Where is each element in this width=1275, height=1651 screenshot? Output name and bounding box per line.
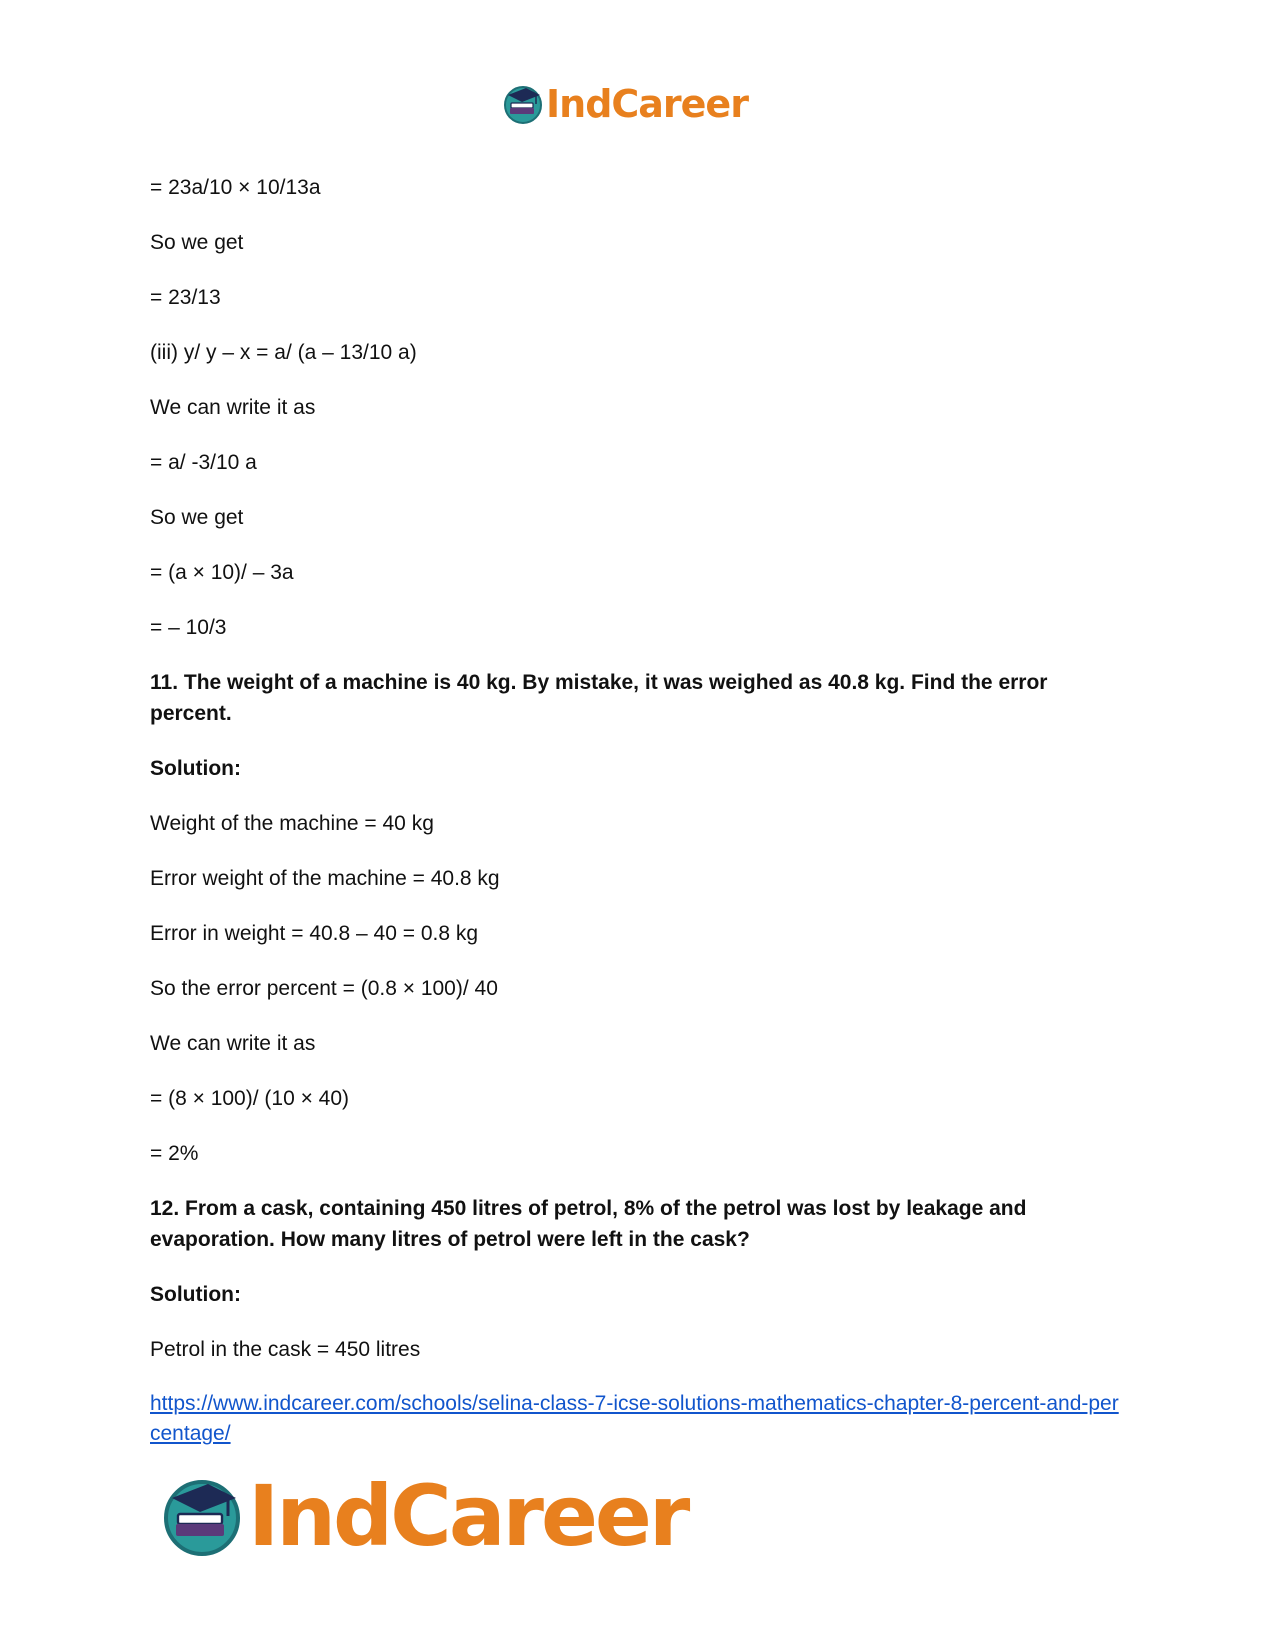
body-line: = 2%: [150, 1142, 199, 1165]
body-line: So we get: [150, 231, 244, 254]
body-line: Weight of the machine = 40 kg: [150, 812, 434, 835]
body-line: So the error percent = (0.8 × 100)/ 40: [150, 977, 498, 1000]
header-logo: [502, 78, 772, 130]
body-line: We can write it as: [150, 1032, 316, 1055]
question-text: 11. The weight of a machine is 40 kg. By mistake, it was weighed as 40.8 kg. Find the error percent.: [150, 671, 1054, 725]
body-line: We can write it as: [150, 396, 316, 419]
body-line: = (a × 10)/ – 3a: [150, 561, 294, 584]
source-link[interactable]: https://www.indcareer.com/schools/selina-class-7-icse-solutions-mathematics-chapter-8-percent-and-percentage/: [150, 1392, 1119, 1445]
solution-heading: Solution:: [150, 1283, 241, 1306]
document-body: [150, 172, 1125, 1449]
body-line: = (8 × 100)/ (10 × 40): [150, 1087, 350, 1110]
body-line: = 23a/10 × 10/13a: [150, 176, 321, 199]
footer-logo-text: IndCareer: [248, 1467, 688, 1565]
graduation-cap-books-globe-icon: [502, 83, 544, 125]
solution-heading: Solution:: [150, 757, 241, 780]
body-line: (iii) y/ y – x = a/ (a – 13/10 a): [150, 341, 417, 364]
graduation-cap-books-globe-icon: [160, 1474, 244, 1558]
body-line: So we get: [150, 506, 244, 529]
header-logo-text: IndCareer: [546, 82, 748, 126]
footer-logo: [160, 1468, 700, 1564]
body-line: Petrol in the cask = 450 litres: [150, 1338, 421, 1361]
body-line: = a/ -3/10 a: [150, 451, 257, 474]
body-line: Error in weight = 40.8 – 40 = 0.8 kg: [150, 922, 479, 945]
body-line: = 23/13: [150, 286, 221, 309]
body-line: = – 10/3: [150, 616, 227, 639]
body-line: Error weight of the machine = 40.8 kg: [150, 867, 500, 890]
question-text: 12. From a cask, containing 450 litres of petrol, 8% of the petrol was lost by leakage and evaporation. How many litres of petrol were left in the cask?: [150, 1197, 1033, 1251]
